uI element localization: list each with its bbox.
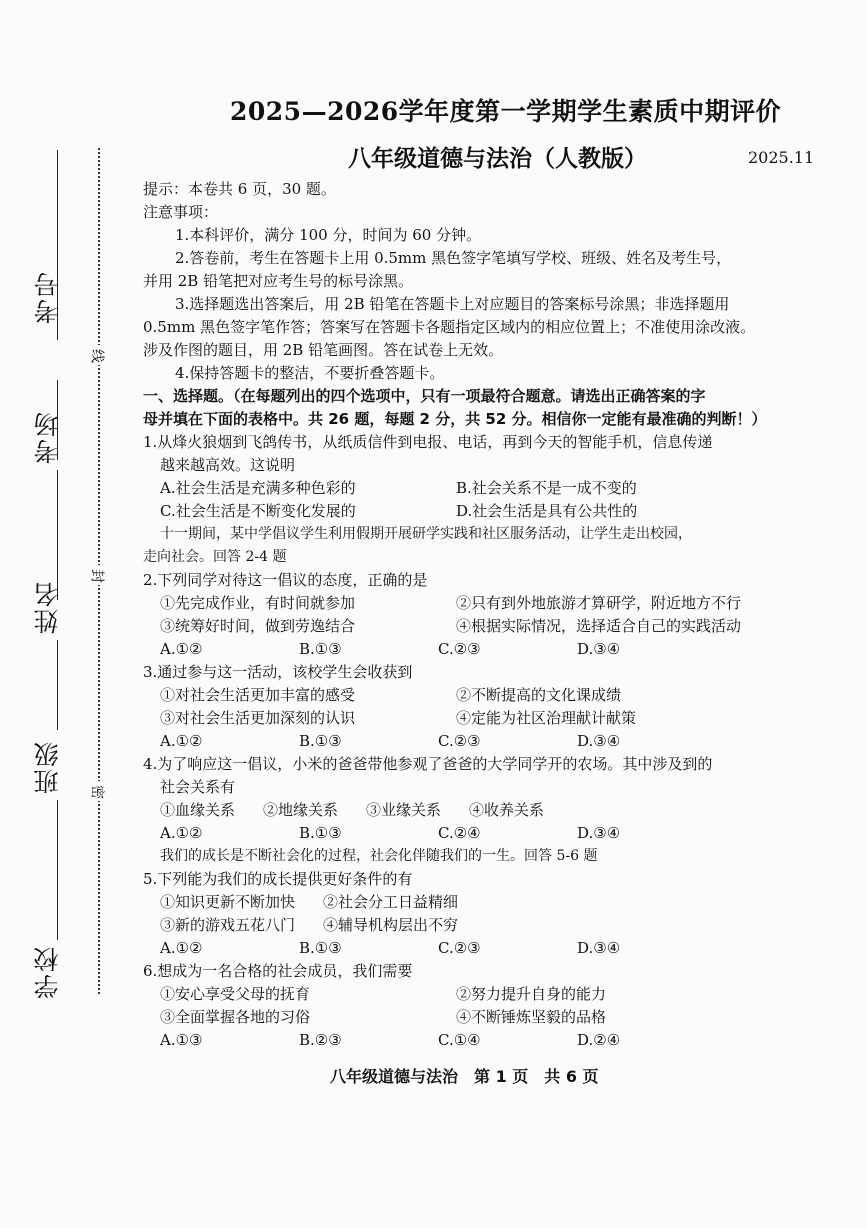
statement-row xyxy=(143,592,815,615)
option: B.社会关系不是一成不变的 xyxy=(456,479,637,497)
option: B.①③ xyxy=(299,640,342,658)
statement: ③对社会生活更加深刻的认识 xyxy=(160,709,356,727)
option-row xyxy=(143,1029,815,1052)
statement-row xyxy=(143,891,815,914)
statement: ③新的游戏五花八门 xyxy=(160,916,296,934)
question-stem: 2.下列同学对待这一倡议的态度，正确的是 xyxy=(143,571,428,589)
exam-content xyxy=(143,178,815,1052)
option: A.①② xyxy=(160,939,203,957)
option: D.②④ xyxy=(577,1031,621,1049)
statement: ④定能为社区治理献计献策 xyxy=(456,709,637,727)
note-item: 0.5mm 黑色签字笔作答；答案写在答题卡各题指定区域内的相应位置上；不准使用涂改液。 xyxy=(143,318,756,336)
class-label: 班级 xyxy=(33,740,62,794)
exam-date: 2025.11 xyxy=(748,148,815,167)
statement: ③业缘关系 xyxy=(366,801,442,819)
option: D.③④ xyxy=(577,824,621,842)
option: C.①④ xyxy=(438,1031,481,1049)
option: A.①② xyxy=(160,824,203,842)
section-heading: 母并填在下面的表格中。共 26 题，每题 2 分，共 52 分。相信你一定能有最准确的判断！） xyxy=(143,410,767,428)
section-heading: 一、选择题。（在每题列出的四个选项中，只有一项最符合题意。请选出正确答案的字 xyxy=(143,387,706,405)
statement: ②地缘关系 xyxy=(263,801,339,819)
statement: ②只有到外地旅游才算研学，附近地方不行 xyxy=(456,594,742,612)
statement: ④不断锤炼坚毅的品格 xyxy=(456,1008,607,1026)
exam-room-label: 考场 xyxy=(33,410,62,464)
statement-row xyxy=(143,615,815,638)
binding-line xyxy=(57,800,58,940)
option: D.③④ xyxy=(577,732,621,750)
statement: ①血缘关系 xyxy=(160,801,236,819)
tip-line: 提示：本卷共 6 页，30 题。 xyxy=(143,180,336,198)
question-stem: 越来越高效。这说明 xyxy=(160,456,296,474)
statement: ①对社会生活更加丰富的感受 xyxy=(160,686,356,704)
name-label: 姓名 xyxy=(33,580,62,634)
option: A.社会生活是充满多种色彩的 xyxy=(160,479,356,497)
note-item: 4.保持答题卡的整洁，不要折叠答题卡。 xyxy=(175,364,445,382)
exam-subtitle: 八年级道德与法治（人教版） xyxy=(348,146,647,172)
option: B.②③ xyxy=(299,1031,342,1049)
statement-row xyxy=(143,914,815,937)
option: C.②③ xyxy=(438,939,481,957)
option: C.②④ xyxy=(438,824,481,842)
exam-title: 2025—2026学年度第一学期学生素质中期评价 xyxy=(230,97,782,126)
statement: ④收养关系 xyxy=(469,801,545,819)
statement-row xyxy=(143,799,815,822)
option: A.①② xyxy=(160,640,203,658)
option-row xyxy=(143,500,815,523)
option-row xyxy=(143,638,815,661)
option: B.①③ xyxy=(299,939,342,957)
binding-line xyxy=(57,640,58,730)
option: A.①② xyxy=(160,732,203,750)
statement-row xyxy=(143,684,815,707)
option: A.①③ xyxy=(160,1031,203,1049)
page-footer: 八年级道德与法治 第 1 页 共 6 页 xyxy=(330,1067,599,1086)
statement-row xyxy=(143,1006,815,1029)
option-row xyxy=(143,822,815,845)
statement: ④辅导机构层出不穷 xyxy=(323,916,459,934)
statement: ③统筹好时间，做到劳逸结合 xyxy=(160,617,356,635)
school-label: 学校 xyxy=(33,945,62,999)
material-text: 十一期间，某中学倡议学生利用假期开展研学实践和社区服务活动，让学生走出校园， xyxy=(160,526,692,542)
question-stem: 社会关系有 xyxy=(160,778,236,796)
note-item: 1.本科评价，满分 100 分，时间为 60 分钟。 xyxy=(175,226,482,244)
notes-heading: 注意事项： xyxy=(143,203,219,221)
option: D.③④ xyxy=(577,640,621,658)
question-stem: 6.想成为一名合格的社会成员，我们需要 xyxy=(143,962,413,980)
note-item: 2.答卷前，考生在答题卡上用 0.5mm 黑色签字笔填写学校、班级、姓名及考生号， xyxy=(175,249,732,267)
option: D.③④ xyxy=(577,939,621,957)
option: C.社会生活是不断变化发展的 xyxy=(160,502,356,520)
statement-row xyxy=(143,983,815,1006)
exam-number-label: 考号 xyxy=(33,270,62,324)
statement: ①安心享受父母的抚育 xyxy=(160,985,311,1003)
statement: ②不断提高的文化课成绩 xyxy=(456,686,622,704)
option: B.①③ xyxy=(299,824,342,842)
statement: ②社会分工日益精细 xyxy=(323,893,459,911)
seal-mark-seal: 封 xyxy=(91,567,105,583)
option-row xyxy=(143,477,815,500)
material-text: 我们的成长是不断社会化的过程，社会化伴随我们的一生。回答 5-6 题 xyxy=(160,848,598,864)
seal-mark-line: 线 xyxy=(91,347,105,363)
option: D.社会生活是具有公共性的 xyxy=(456,502,638,520)
question-stem: 4.为了响应这一倡议，小米的爸爸带他参观了爸爸的大学同学开的农场。其中涉及到的 xyxy=(143,755,713,773)
seal-mark-secret: 密 xyxy=(91,783,105,799)
question-stem: 1.从烽火狼烟到飞鸽传书，从纸质信件到电报、电话，再到今天的智能手机，信息传递 xyxy=(143,433,713,451)
statement-row xyxy=(143,707,815,730)
note-item: 涉及作图的题目，用 2B 铅笔画图。答在试卷上无效。 xyxy=(143,341,504,359)
note-item: 3.选择题选出答案后，用 2B 铅笔在答题卡上对应题目的答案标号涂黑；非选择题用 xyxy=(175,295,730,313)
statement: ②努力提升自身的能力 xyxy=(456,985,607,1003)
statement: ①先完成作业，有时间就参加 xyxy=(160,594,356,612)
option-row xyxy=(143,937,815,960)
note-item: 并用 2B 铅笔把对应考生号的标号涂黑。 xyxy=(143,272,414,290)
material-text: 走向社会。回答 2-4 题 xyxy=(143,549,287,565)
option: B.①③ xyxy=(299,732,342,750)
question-stem: 3.通过参与这一活动，该校学生会收获到 xyxy=(143,663,413,681)
option: C.②③ xyxy=(438,640,481,658)
statement: ④根据实际情况，选择适合自己的实践活动 xyxy=(456,617,742,635)
option-row xyxy=(143,730,815,753)
option: C.②③ xyxy=(438,732,481,750)
statement: ③全面掌握各地的习俗 xyxy=(160,1008,311,1026)
statement: ①知识更新不断加快 xyxy=(160,893,296,911)
question-stem: 5.下列能为我们的成长提供更好条件的有 xyxy=(143,870,413,888)
